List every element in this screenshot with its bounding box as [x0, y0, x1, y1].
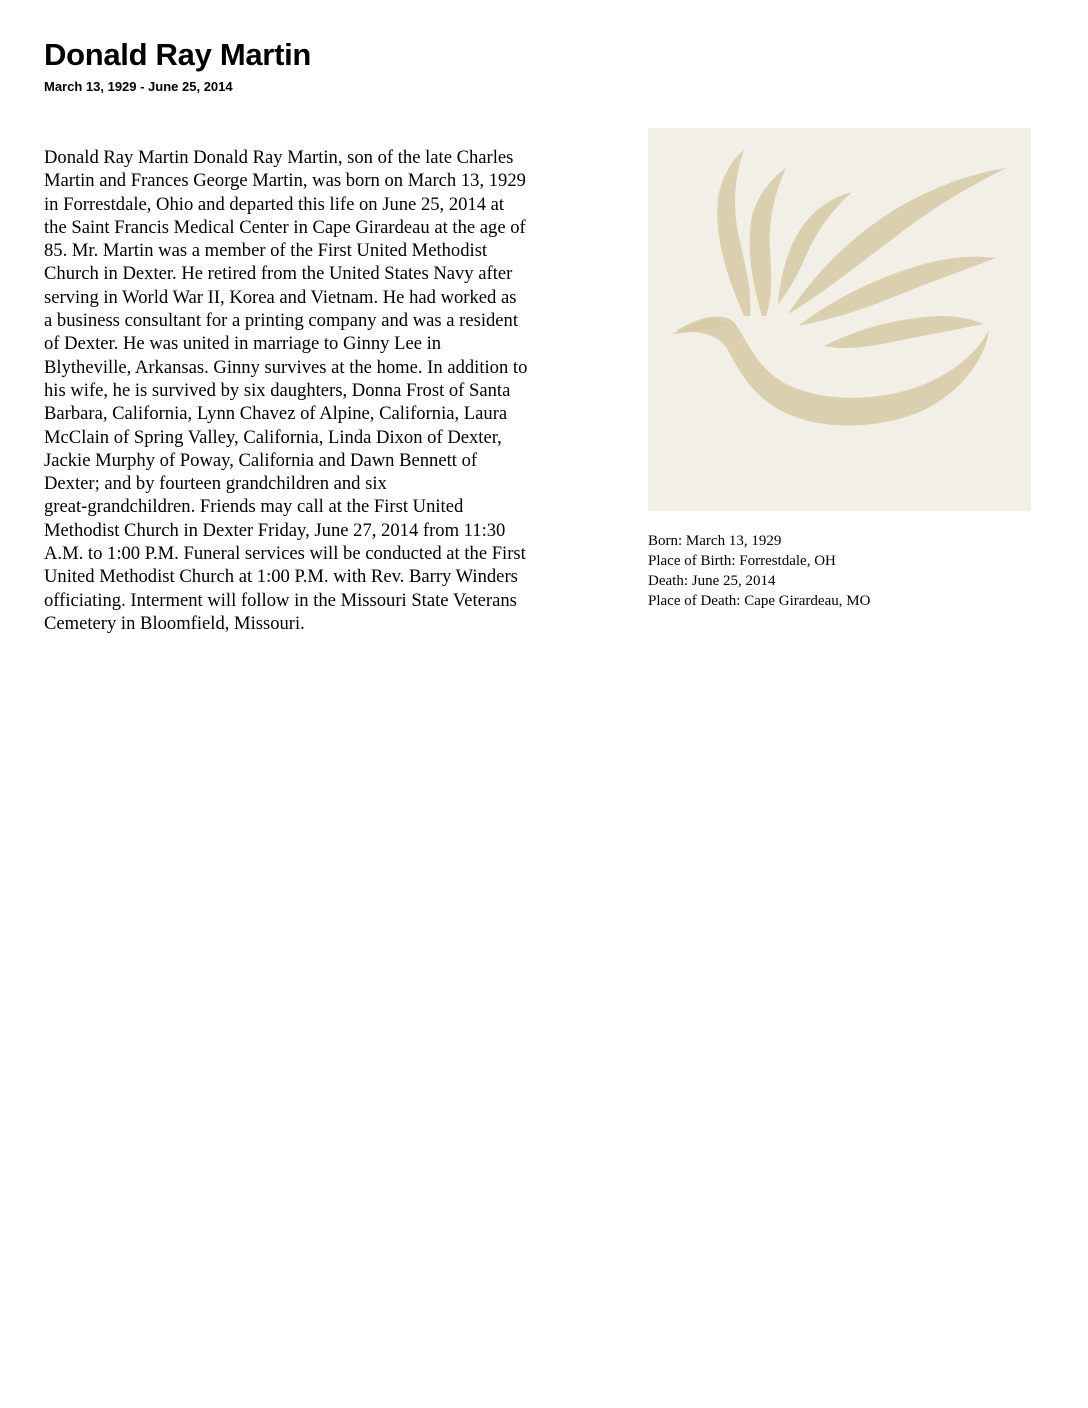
obituary-line: Jackie Murphy of Poway, California and Dawn Bennett of [44, 449, 478, 471]
obituary-line: United Methodist Church at 1:00 P.M. with Rev. Barry Winders [44, 566, 518, 588]
obituary-line: McClain of Spring Valley, California, Linda Dixon of Dexter, [44, 426, 502, 448]
obituary-line: his wife, he is survived by six daughters, Donna Frost of Santa [44, 379, 511, 401]
obituary-line: officiating. Interment will follow in the Missouri State Veterans [44, 589, 517, 611]
obituary-line: Blytheville, Arkansas. Ginny survives at the home. In addition to [44, 356, 528, 378]
obituary-line: a business consultant for a printing company and was a resident [44, 310, 519, 332]
dove-icon [648, 128, 1031, 511]
birth-place-fact: Place of Birth: Forrestdale, OH [648, 553, 836, 569]
obituary-text [44, 146, 614, 635]
obituary-line: Cemetery in Bloomfield, Missouri. [44, 612, 305, 634]
obituary-line: Martin and Frances George Martin, was born on March 13, 1929 [44, 170, 526, 192]
obituary-line: of Dexter. He was united in marriage to Ginny Lee in [44, 333, 442, 355]
obituary-line: in Forrestdale, Ohio and departed this life on June 25, 2014 at [44, 193, 505, 215]
life-dates: March 13, 1929 - June 25, 2014 [44, 79, 233, 94]
vital-facts [648, 531, 870, 611]
obituary-line: Donald Ray Martin Donald Ray Martin, son of the late Charles [44, 147, 514, 168]
death-fact: Death: June 25, 2014 [648, 573, 776, 589]
born-fact: Born: March 13, 1929 [648, 533, 782, 549]
obituary-line: Church in Dexter. He retired from the United States Navy after [44, 263, 513, 285]
obituary-line: 85. Mr. Martin was a member of the First United Methodist [44, 240, 488, 262]
death-place-fact: Place of Death: Cape Girardeau, MO [648, 593, 871, 609]
obituary-line: Barbara, California, Lynn Chavez of Alpine, California, Laura [44, 403, 508, 425]
obituary-line: A.M. to 1:00 P.M. Funeral services will be conducted at the First [44, 543, 526, 565]
obituary-line: the Saint Francis Medical Center in Cape Girardeau at the age of [44, 216, 526, 238]
page-title: Donald Ray Martin [44, 37, 312, 72]
obituary-line: great-grandchildren. Friends may call at the First United [44, 496, 464, 518]
obituary-line: Methodist Church in Dexter Friday, June 27, 2014 from 11:30 [44, 519, 506, 541]
obituary-line: Dexter; and by fourteen grandchildren and six [44, 473, 387, 495]
memorial-image [648, 128, 1031, 511]
obituary-line: serving in World War II, Korea and Vietnam. He had worked as [44, 286, 517, 308]
